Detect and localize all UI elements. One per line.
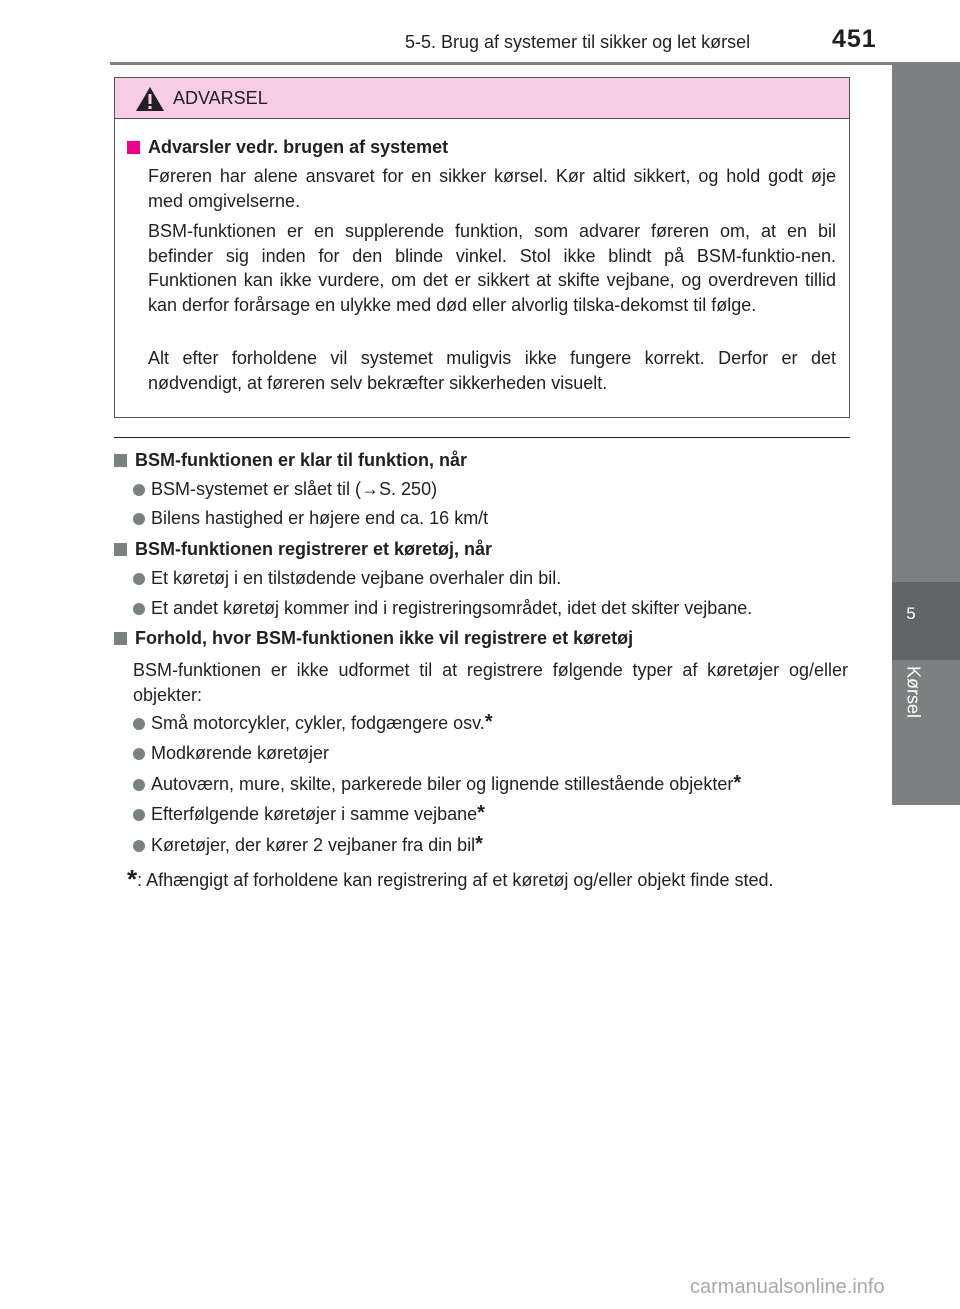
footnote-text: : Afhængigt af forholdene kan registrering af et køretøj og/eller objekt finde sted. — [137, 870, 774, 890]
bullet-icon — [133, 809, 145, 821]
warning-paragraph: Føreren har alene ansvaret for en sikker kørsel. Kør altid sikkert, og hold godt øje med omgivelserne. — [148, 166, 836, 211]
section-intro: BSM-funktionen er ikke udformet til at registrere følgende typer af køretøjer og/eller objekter: — [133, 660, 848, 705]
section-heading — [114, 539, 492, 560]
warning-triangle-icon — [135, 86, 165, 112]
gray-square-icon — [114, 543, 127, 556]
bullet-icon — [133, 748, 145, 760]
list-item-text: Autoværn, mure, skilte, parkerede biler og lignende stillestående objekter — [151, 774, 734, 794]
section-heading-text: Forhold, hvor BSM-funktionen ikke vil registrere et køretøj — [135, 628, 634, 648]
warning-paragraph: Alt efter forholdene vil systemet muligvis ikke fungere korrekt. Derfor er det nødvendigt, at føreren selv bekræfter sikkerheden visuelt. — [148, 348, 836, 393]
gray-square-icon — [114, 632, 127, 645]
list-item-text: BSM-systemet er slået til (→S. 250) — [151, 479, 438, 499]
list-item — [133, 568, 561, 589]
footnote — [127, 866, 849, 894]
section-heading-text: BSM-funktionen registrerer et køretøj, når — [135, 539, 493, 559]
warning-heading — [127, 137, 448, 158]
bullet-icon — [133, 484, 145, 496]
pink-square-icon — [127, 141, 140, 154]
chapter-number: 5 — [906, 604, 916, 623]
list-item: Autoværn, mure, skilte, parkerede biler og lignende stillestående objekter * — [133, 774, 741, 795]
warning-paragraph: BSM-funktionen er en supplerende funktion, som advarer føreren om, at en bil befinder sig inden for den blinde vinkel. Stol ikke blindt på BSM-funktio-nen. Funktionen kan ikke vurdere, om det er sikkert at skifte vejbane, og overdreven tillid kan derfor forårsage en ulykke med død eller alvorlig tilska-dekomst til følge. — [148, 221, 836, 315]
list-item — [133, 508, 488, 529]
bullet-icon — [133, 779, 145, 791]
list-item — [133, 479, 437, 500]
watermark: carmanualsonline.info — [690, 1276, 885, 1298]
list-item-text: Et andet køretøj kommer ind i registreringsområdet, idet det skifter vejbane. — [151, 598, 753, 618]
gray-square-icon — [114, 454, 127, 467]
bullet-icon — [133, 603, 145, 615]
list-item: Efterfølgende køretøjer i samme vejbane * — [133, 804, 485, 825]
list-item-text: Køretøjer, der kører 2 vejbaner fra din bil — [151, 835, 476, 855]
list-item-text: Efterfølgende køretøjer i samme vejbane — [151, 804, 478, 824]
warning-heading-text: Advarsler vedr. brugen af systemet — [148, 137, 449, 157]
footnote-mark: * — [127, 864, 138, 894]
list-item: Køretøjer, der kører 2 vejbaner fra din bil * — [133, 835, 483, 856]
bullet-icon — [133, 840, 145, 852]
side-tab-bar-top — [892, 65, 960, 582]
list-item-text: Bilens hastighed er højere end ca. 16 km/t — [151, 508, 489, 528]
list-item: Små motorcykler, cykler, fodgængere osv. * — [133, 713, 493, 734]
page-header-title: 5-5. Brug af systemer til sikker og let kørsel — [405, 32, 751, 52]
bullet-icon — [133, 573, 145, 585]
warning-box — [114, 77, 850, 418]
warning-header — [115, 78, 849, 119]
section-heading-text: BSM-funktionen er klar til funktion, når — [135, 450, 468, 470]
warning-label: ADVARSEL — [173, 88, 268, 108]
chapter-label: Kørsel — [903, 666, 924, 719]
page-number: 451 — [832, 25, 877, 53]
list-item-text: Små motorcykler, cykler, fodgængere osv. — [151, 713, 485, 733]
header-rule — [110, 62, 960, 65]
list-item — [133, 743, 329, 764]
bullet-icon — [133, 718, 145, 730]
section-heading — [114, 628, 633, 649]
bullet-icon — [133, 513, 145, 525]
list-item — [133, 598, 752, 619]
section-heading — [114, 450, 467, 471]
section-divider — [114, 437, 850, 438]
list-item-text: Et køretøj i en tilstødende vejbane overhaler din bil. — [151, 568, 562, 588]
list-item-text: Modkørende køretøjer — [151, 743, 330, 763]
